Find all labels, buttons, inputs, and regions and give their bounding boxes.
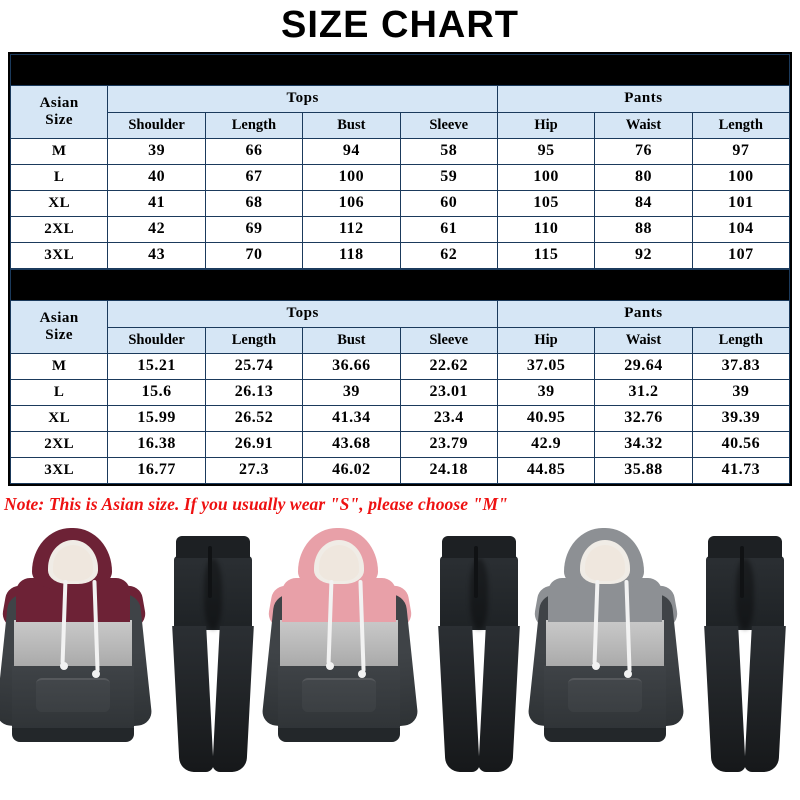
pants-black: [434, 536, 524, 774]
pants-leg-right: [744, 626, 786, 772]
table-column-header-row: [11, 327, 790, 353]
hoodie-middle-panel: [280, 620, 398, 666]
cell-waist: 29.64: [595, 353, 692, 379]
cell-sleeve: 24.18: [400, 457, 497, 483]
cell-hip: 100: [497, 164, 594, 190]
cell-sleeve: 60: [400, 190, 497, 216]
cell-bust: 100: [303, 164, 400, 190]
col-header-sleeve: Sleeve: [400, 327, 497, 353]
hoodie-pink: [272, 528, 424, 774]
hoodie-middle-panel: [546, 620, 664, 666]
cell-bust: 94: [303, 138, 400, 164]
cell-size: 3XL: [11, 242, 108, 268]
cell-bust: 39: [303, 379, 400, 405]
cell-waist: 76: [595, 138, 692, 164]
cell-hip: 39: [497, 379, 594, 405]
cell-length-top: 27.3: [205, 457, 302, 483]
cell-waist: 88: [595, 216, 692, 242]
cell-length-pants: 39: [692, 379, 789, 405]
col-header-length-top: Length: [205, 112, 302, 138]
col-header-waist: Waist: [595, 112, 692, 138]
cell-sleeve: 62: [400, 242, 497, 268]
hoodie-pocket: [36, 678, 110, 712]
size-tables: [8, 52, 792, 486]
table-group-header-row: [11, 85, 790, 112]
cell-length-top: 70: [205, 242, 302, 268]
cell-waist: 34.32: [595, 431, 692, 457]
table-group-header-row: [11, 300, 790, 327]
cell-sleeve: 61: [400, 216, 497, 242]
hood-opening: [319, 545, 359, 581]
hoodie-burgundy: [6, 528, 158, 774]
cell-bust: 118: [303, 242, 400, 268]
pants-leg-left: [172, 626, 214, 772]
col-header-asian: Asian: [39, 94, 79, 111]
col-group-pants: Pants: [497, 300, 789, 327]
product-photo-burgundy: [0, 520, 266, 780]
cell-size: 2XL: [11, 216, 108, 242]
pants-waistband: [442, 536, 516, 558]
col-header-asian-size: [11, 300, 108, 353]
table-row: [11, 379, 790, 405]
col-header-length-top: Length: [205, 327, 302, 353]
drawstring-tip-left: [592, 662, 600, 670]
col-group-tops: Tops: [108, 300, 498, 327]
cell-bust: 41.34: [303, 405, 400, 431]
cell-bust: 106: [303, 190, 400, 216]
table-caption-inch: Size Chart (Unit: INCH): [11, 269, 790, 300]
cell-waist: 31.2: [595, 379, 692, 405]
drawstring-tip-left: [326, 662, 334, 670]
cell-hip: 42.9: [497, 431, 594, 457]
cell-length-pants: 37.83: [692, 353, 789, 379]
cell-sleeve: 22.62: [400, 353, 497, 379]
cell-shoulder: 15.99: [108, 405, 205, 431]
table-row: [11, 138, 790, 164]
cell-length-pants: 107: [692, 242, 789, 268]
product-photos: [0, 520, 800, 780]
col-header-shoulder: Shoulder: [108, 112, 205, 138]
cell-length-top: 66: [205, 138, 302, 164]
cell-bust: 43.68: [303, 431, 400, 457]
cell-hip: 105: [497, 190, 594, 216]
pants-black: [168, 536, 258, 774]
cell-waist: 80: [595, 164, 692, 190]
table-row: [11, 405, 790, 431]
cell-shoulder: 16.38: [108, 431, 205, 457]
cell-length-pants: 101: [692, 190, 789, 216]
cell-size: 2XL: [11, 431, 108, 457]
cell-length-top: 25.74: [205, 353, 302, 379]
cell-shoulder: 15.21: [108, 353, 205, 379]
drawstring-tip-right: [624, 670, 632, 678]
hoodie-gray: [538, 528, 690, 774]
product-photo-pink: [266, 520, 532, 780]
cell-shoulder: 41: [108, 190, 205, 216]
cell-length-pants: 97: [692, 138, 789, 164]
cell-sleeve: 59: [400, 164, 497, 190]
col-header-waist: Waist: [595, 327, 692, 353]
pants-waistband: [176, 536, 250, 558]
cell-sleeve: 58: [400, 138, 497, 164]
pants-leg-right: [478, 626, 520, 772]
cell-length-pants: 100: [692, 164, 789, 190]
col-header-size: Size: [45, 111, 74, 128]
cell-shoulder: 15.6: [108, 379, 205, 405]
table-row: [11, 353, 790, 379]
outfit-illustration: [0, 520, 266, 780]
cell-shoulder: 40: [108, 164, 205, 190]
cell-bust: 36.66: [303, 353, 400, 379]
table-row: [11, 164, 790, 190]
cell-length-pants: 104: [692, 216, 789, 242]
cell-bust: 46.02: [303, 457, 400, 483]
hood-opening: [53, 545, 93, 581]
cell-length-top: 68: [205, 190, 302, 216]
col-header-asian: Asian: [39, 309, 79, 326]
table-row: [11, 242, 790, 268]
col-header-asian-size: [11, 85, 108, 138]
size-note: Note: This is Asian size. If you usually wear "S", please choose "M": [4, 493, 508, 514]
cell-shoulder: 43: [108, 242, 205, 268]
size-table-inch: [10, 269, 790, 484]
table-row: [11, 216, 790, 242]
pants-drawstring: [474, 546, 478, 598]
cell-length-top: 69: [205, 216, 302, 242]
drawstring-tip-right: [358, 670, 366, 678]
table-row: [11, 431, 790, 457]
pants-leg-left: [438, 626, 480, 772]
cell-sleeve: 23.01: [400, 379, 497, 405]
hoodie-middle-panel: [14, 620, 132, 666]
cell-sleeve: 23.79: [400, 431, 497, 457]
cell-length-top: 26.52: [205, 405, 302, 431]
cell-shoulder: 39: [108, 138, 205, 164]
col-header-length-pants: Length: [692, 112, 789, 138]
col-header-hip: Hip: [497, 327, 594, 353]
cell-hip: 110: [497, 216, 594, 242]
cell-sleeve: 23.4: [400, 405, 497, 431]
cell-size: M: [11, 353, 108, 379]
hoodie-hem: [544, 728, 666, 742]
table-caption-row: [11, 54, 790, 85]
size-table-cm: [10, 54, 790, 269]
cell-hip: 40.95: [497, 405, 594, 431]
pants-leg-right: [212, 626, 254, 772]
cell-hip: 37.05: [497, 353, 594, 379]
pants-drawstring: [208, 546, 212, 598]
col-header-hip: Hip: [497, 112, 594, 138]
col-group-pants: Pants: [497, 85, 789, 112]
col-header-bust: Bust: [303, 327, 400, 353]
cell-size: 3XL: [11, 457, 108, 483]
cell-size: XL: [11, 190, 108, 216]
cell-shoulder: 42: [108, 216, 205, 242]
cell-waist: 32.76: [595, 405, 692, 431]
col-header-bust: Bust: [303, 112, 400, 138]
cell-size: XL: [11, 405, 108, 431]
cell-waist: 35.88: [595, 457, 692, 483]
hoodie-hem: [278, 728, 400, 742]
cell-length-pants: 40.56: [692, 431, 789, 457]
pants-fold-shadow: [204, 558, 222, 630]
hoodie-pocket: [568, 678, 642, 712]
drawstring-tip-right: [92, 670, 100, 678]
outfit-illustration: [266, 520, 532, 780]
table-caption-row: [11, 269, 790, 300]
hoodie-pocket: [302, 678, 376, 712]
pants-fold-shadow: [470, 558, 488, 630]
table-row: [11, 190, 790, 216]
drawstring-tip-left: [60, 662, 68, 670]
cell-waist: 84: [595, 190, 692, 216]
col-header-sleeve: Sleeve: [400, 112, 497, 138]
pants-black: [700, 536, 790, 774]
cell-length-pants: 41.73: [692, 457, 789, 483]
cell-length-pants: 39.39: [692, 405, 789, 431]
product-photo-gray: [532, 520, 798, 780]
cell-size: L: [11, 164, 108, 190]
cell-shoulder: 16.77: [108, 457, 205, 483]
pants-drawstring: [740, 546, 744, 598]
pants-leg-left: [704, 626, 746, 772]
cell-size: L: [11, 379, 108, 405]
pants-waistband: [708, 536, 782, 558]
cell-length-top: 26.91: [205, 431, 302, 457]
table-caption-cm: Size Chart (Unit: CM): [11, 54, 790, 85]
col-header-size: Size: [45, 326, 74, 343]
cell-bust: 112: [303, 216, 400, 242]
cell-hip: 44.85: [497, 457, 594, 483]
cell-length-top: 67: [205, 164, 302, 190]
col-header-length-pants: Length: [692, 327, 789, 353]
cell-hip: 95: [497, 138, 594, 164]
table-row: [11, 457, 790, 483]
hood-opening: [585, 545, 625, 581]
pants-fold-shadow: [736, 558, 754, 630]
col-header-shoulder: Shoulder: [108, 327, 205, 353]
cell-size: M: [11, 138, 108, 164]
col-group-tops: Tops: [108, 85, 498, 112]
hoodie-hem: [12, 728, 134, 742]
page-title: SIZE CHART: [281, 4, 519, 46]
outfit-illustration: [532, 520, 798, 780]
cell-length-top: 26.13: [205, 379, 302, 405]
cell-waist: 92: [595, 242, 692, 268]
cell-hip: 115: [497, 242, 594, 268]
table-column-header-row: [11, 112, 790, 138]
